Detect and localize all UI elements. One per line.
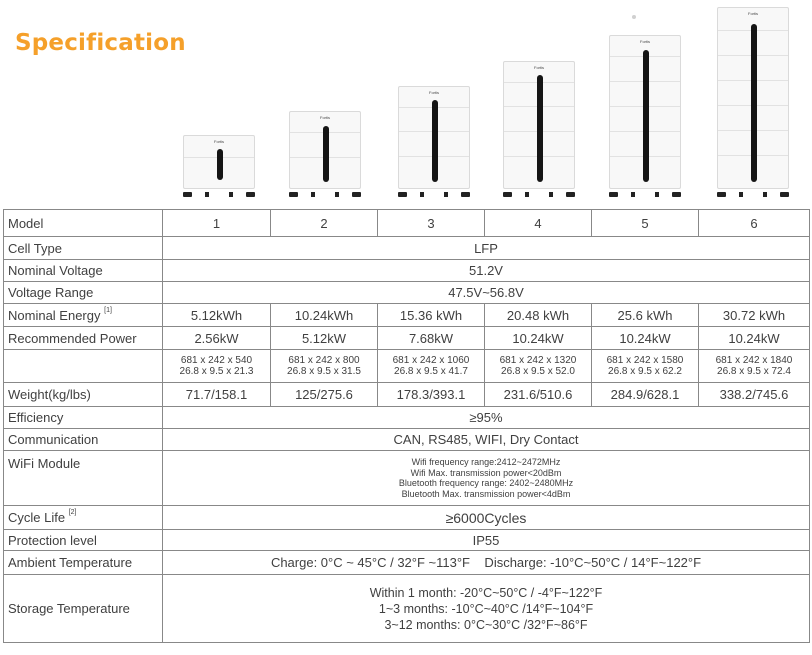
communication-value: CAN, RS485, WIFI, Dry Contact bbox=[163, 429, 810, 451]
row-model bbox=[4, 210, 810, 237]
weight-cell: 178.3/393.1 bbox=[378, 383, 485, 407]
row-communication bbox=[4, 429, 810, 451]
dimension-cell: 681 x 242 x 1060 26.8 x 9.5 x 41.7 bbox=[378, 350, 485, 383]
row-recommended-power bbox=[4, 327, 810, 350]
energy-cell: 15.36 kWh bbox=[378, 304, 485, 327]
row-label: Nominal Voltage bbox=[4, 260, 163, 282]
power-cell: 7.68kW bbox=[378, 327, 485, 350]
voltage-range-value: 47.5V~56.8V bbox=[163, 282, 810, 304]
battery-stack-5 bbox=[609, 35, 681, 197]
decorative-dot bbox=[632, 15, 636, 19]
protection-level-value: IP55 bbox=[163, 530, 810, 551]
wifi-module-value: Wifi frequency range:2412~2472MHz Wifi Max. transmission power<20dBm Bluetooth frequency range: 2402~2480MHz Bluetooth Max. transmission power<4dBm bbox=[163, 451, 810, 506]
battery-handle bbox=[751, 24, 757, 182]
storage-temperature-value: Within 1 month: -20°C~50°C / -4°F~122°F 1~3 months: -10°C~40°C /14°F~104°F 3~12 months: 0°C~30°C /32°F~86°F bbox=[163, 575, 810, 643]
battery-handle bbox=[217, 149, 223, 180]
row-weight bbox=[4, 383, 810, 407]
battery-handle bbox=[323, 126, 329, 182]
energy-cell: 10.24kWh bbox=[271, 304, 378, 327]
row-label bbox=[4, 506, 163, 530]
page-title: Specification bbox=[15, 30, 186, 56]
row-efficiency bbox=[4, 407, 810, 429]
power-cell: 10.24kW bbox=[485, 327, 592, 350]
row-label bbox=[4, 350, 163, 383]
weight-cell: 338.2/745.6 bbox=[699, 383, 810, 407]
dimension-cell: 681 x 242 x 1320 26.8 x 9.5 x 52.0 bbox=[485, 350, 592, 383]
battery-stack-6 bbox=[717, 7, 789, 197]
brand-mark: Fortis bbox=[534, 65, 544, 70]
battery-handle bbox=[643, 50, 649, 182]
energy-cell: 30.72 kWh bbox=[699, 304, 810, 327]
row-nominal-energy bbox=[4, 304, 810, 327]
row-voltage-range bbox=[4, 282, 810, 304]
row-label: Protection level bbox=[4, 530, 163, 551]
battery-stack-1 bbox=[183, 135, 255, 197]
power-cell: 2.56kW bbox=[163, 327, 271, 350]
energy-cell: 20.48 kWh bbox=[485, 304, 592, 327]
row-wifi-module bbox=[4, 451, 810, 506]
footnote-ref: [1] bbox=[104, 306, 112, 314]
nominal-voltage-value: 51.2V bbox=[163, 260, 810, 282]
brand-mark: Fortis bbox=[320, 115, 330, 120]
energy-cell: 25.6 kWh bbox=[592, 304, 699, 327]
model-cell: 3 bbox=[378, 210, 485, 237]
cell-type-value: LFP bbox=[163, 237, 810, 260]
dimension-cell: 681 x 242 x 800 26.8 x 9.5 x 31.5 bbox=[271, 350, 378, 383]
brand-mark: Fortis bbox=[640, 39, 650, 44]
model-cell: 2 bbox=[271, 210, 378, 237]
specification-table bbox=[3, 209, 810, 643]
row-label: WiFi Module bbox=[4, 451, 163, 506]
dimension-cell: 681 x 242 x 1580 26.8 x 9.5 x 62.2 bbox=[592, 350, 699, 383]
footnote-ref: [2] bbox=[68, 509, 77, 516]
power-cell: 10.24kW bbox=[592, 327, 699, 350]
dimension-cell: 681 x 242 x 1840 26.8 x 9.5 x 72.4 bbox=[699, 350, 810, 383]
row-label: Storage Temperature bbox=[4, 575, 163, 643]
power-cell: 10.24kW bbox=[699, 327, 810, 350]
row-label: Cell Type bbox=[4, 237, 163, 260]
model-cell: 4 bbox=[485, 210, 592, 237]
weight-cell: 284.9/628.1 bbox=[592, 383, 699, 407]
battery-stack-4 bbox=[503, 61, 575, 197]
weight-cell: 71.7/158.1 bbox=[163, 383, 271, 407]
weight-cell: 125/275.6 bbox=[271, 383, 378, 407]
cycle-life-value: ≥6000Cycles bbox=[163, 506, 810, 530]
row-nominal-voltage bbox=[4, 260, 810, 282]
row-ambient-temperature bbox=[4, 551, 810, 575]
model-cell: 6 bbox=[699, 210, 810, 237]
brand-mark: Fortis bbox=[429, 90, 439, 95]
cycle-life-label: Cycle Life bbox=[8, 510, 66, 525]
model-cell: 5 bbox=[592, 210, 699, 237]
row-label bbox=[4, 304, 163, 327]
row-label: Voltage Range bbox=[4, 282, 163, 304]
row-label: Weight(kg/lbs) bbox=[4, 383, 163, 407]
efficiency-value: ≥95% bbox=[163, 407, 810, 429]
row-dimensions bbox=[4, 350, 810, 383]
row-label: Efficiency bbox=[4, 407, 163, 429]
ambient-temperature-value: Charge: 0°C ~ 45°C / 32°F ~113°F Discharge: -10°C~50°C / 14°F~122°F bbox=[163, 551, 810, 575]
brand-mark: Fortis bbox=[214, 139, 224, 144]
row-label: Model bbox=[4, 210, 163, 237]
row-label: Communication bbox=[4, 429, 163, 451]
battery-handle bbox=[537, 75, 543, 182]
model-cell: 1 bbox=[163, 210, 271, 237]
power-cell: 5.12kW bbox=[271, 327, 378, 350]
battery-stack-3 bbox=[398, 86, 470, 197]
row-cycle-life bbox=[4, 506, 810, 530]
row-label: Recommended Power bbox=[4, 327, 163, 350]
nominal-energy-label: Nominal Energy bbox=[8, 307, 101, 323]
row-cell-type bbox=[4, 237, 810, 260]
battery-stack-2 bbox=[289, 111, 361, 197]
energy-cell: 5.12kWh bbox=[163, 304, 271, 327]
weight-cell: 231.6/510.6 bbox=[485, 383, 592, 407]
brand-mark: Fortis bbox=[748, 11, 758, 16]
dimension-cell: 681 x 242 x 540 26.8 x 9.5 x 21.3 bbox=[163, 350, 271, 383]
row-label: Ambient Temperature bbox=[4, 551, 163, 575]
row-protection-level bbox=[4, 530, 810, 551]
battery-handle bbox=[432, 100, 438, 182]
row-storage-temperature bbox=[4, 575, 810, 643]
